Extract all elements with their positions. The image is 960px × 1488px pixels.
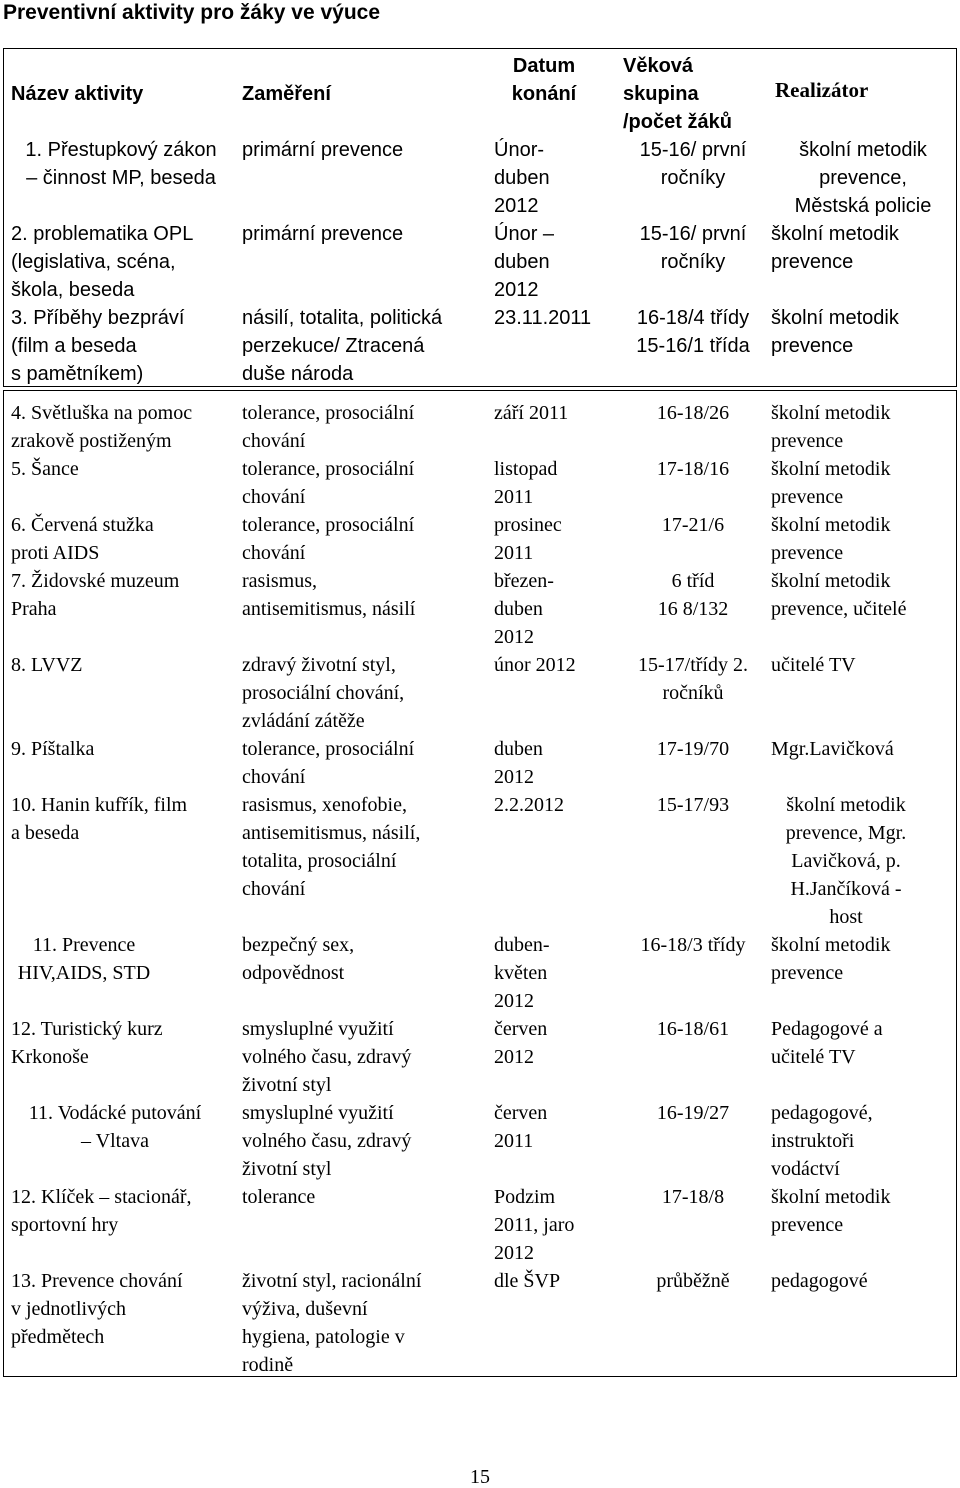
header-datum: Datum konání <box>511 55 577 105</box>
header-nazev: Název aktivity <box>11 83 144 105</box>
cell-nazev: 12. Klíček – stacionář, sportovní hry <box>11 1186 192 1236</box>
cell-zamereni: tolerance, prosociální chování <box>242 738 415 788</box>
cell-nazev: 2. problematika OPL (legislativa, scéna, škola, beseda <box>11 223 194 301</box>
cell-realizator: školní metodik prevence <box>771 934 891 984</box>
cell-vekova: 17-18/8 <box>661 1186 725 1208</box>
cell-vekova: 6 tříd 16 8/132 <box>657 570 729 620</box>
cell-realizator: Pedagogové a učitelé TV <box>771 1018 883 1068</box>
cell-realizator: Mgr.Lavičková <box>771 738 894 760</box>
cell-realizator: školní metodik prevence, Městská policie <box>794 139 932 217</box>
cell-datum: dle ŠVP <box>494 1270 561 1292</box>
cell-zamereni: tolerance, prosociální chování <box>242 402 415 452</box>
cell-zamereni: primární prevence <box>242 139 404 161</box>
cell-datum: Únor- duben 2012 <box>494 139 550 217</box>
cell-datum: prosinec 2011 <box>494 514 562 564</box>
cell-datum: duben- květen 2012 <box>494 934 550 1012</box>
cell-realizator: školní metodik prevence <box>771 1186 891 1236</box>
cell-zamereni: životní styl, racionální výživa, duševní hygiena, patologie v rodině <box>242 1270 422 1376</box>
page-title: Preventivní aktivity pro žáky ve výuce <box>3 1 381 24</box>
cell-vekova: 16-18/3 třídy <box>640 934 746 956</box>
cell-realizator: školní metodik prevence <box>771 458 891 508</box>
cell-datum: červen 2012 <box>494 1018 548 1068</box>
cell-realizator: pedagogové, instruktoři vodáctví <box>771 1102 873 1180</box>
cell-zamereni: rasismus, xenofobie, antisemitismus, násilí, totalita, prosociální chování <box>242 794 421 900</box>
cell-zamereni: tolerance <box>242 1186 316 1208</box>
cell-zamereni: primární prevence <box>242 223 404 245</box>
cell-zamereni: tolerance, prosociální chování <box>242 514 415 564</box>
cell-zamereni: tolerance, prosociální chování <box>242 458 415 508</box>
cell-realizator: školní metodik prevence, Mgr. Lavičková, p. H.Jančíková - host <box>785 794 907 928</box>
page-number: 15 <box>470 1466 490 1488</box>
cell-vekova: 15-17/93 <box>656 794 730 816</box>
cell-nazev: 10. Hanin kufřík, film a beseda <box>11 794 188 844</box>
cell-vekova: průběžně <box>656 1270 730 1292</box>
table-block-2 <box>3 390 957 1377</box>
cell-zamereni: bezpečný sex, odpovědnost <box>242 934 355 984</box>
cell-datum: 2.2.2012 <box>494 794 564 816</box>
cell-nazev: 13. Prevence chování v jednotlivých předmětech <box>11 1270 183 1348</box>
cell-realizator: školní metodik prevence <box>771 223 899 273</box>
cell-vekova: 16-19/27 <box>656 1102 730 1124</box>
cell-vekova: 16-18/4 třídy 15-16/1 třída <box>636 307 750 357</box>
cell-realizator: školní metodik prevence <box>771 402 891 452</box>
cell-nazev: 1. Přestupkový zákon – činnost MP, beseda <box>25 139 217 189</box>
cell-datum: březen- duben 2012 <box>494 570 554 648</box>
cell-vekova: 16-18/61 <box>656 1018 730 1040</box>
cell-datum: září 2011 <box>494 402 569 424</box>
cell-zamereni: rasismus, antisemitismus, násilí <box>242 570 416 620</box>
cell-datum: červen 2011 <box>494 1102 548 1152</box>
cell-nazev: 11. Prevence HIV,AIDS, STD <box>17 934 151 984</box>
table-block-1 <box>3 48 957 387</box>
cell-nazev: 7. Židovské muzeum Praha <box>11 570 180 620</box>
cell-realizator: školní metodik prevence <box>771 307 899 357</box>
cell-vekova: 15-16/ první ročníky <box>639 139 747 189</box>
cell-vekova: 15-16/ první ročníky <box>639 223 747 273</box>
cell-zamereni: smysluplné využití volného času, zdravý životní styl <box>242 1018 412 1096</box>
cell-datum: listopad 2011 <box>494 458 558 508</box>
header-realizator: Realizátor <box>775 78 869 102</box>
cell-nazev: 3. Příběhy bezpráví (film a beseda s pamětníkem) <box>11 307 185 385</box>
cell-nazev: 6. Červená stužka proti AIDS <box>11 514 154 564</box>
cell-datum: Únor – duben 2012 <box>494 223 555 301</box>
header-zamereni: Zaměření <box>242 83 331 105</box>
header-vekova: Věková skupina /počet žáků <box>623 55 732 133</box>
cell-datum: duben 2012 <box>494 738 543 788</box>
cell-realizator: pedagogové <box>771 1270 868 1292</box>
cell-vekova: 17-19/70 <box>656 738 730 760</box>
cell-zamereni: smysluplné využití volného času, zdravý životní styl <box>242 1102 412 1180</box>
cell-realizator: školní metodik prevence <box>771 514 891 564</box>
cell-datum: 23.11.2011 <box>494 307 592 329</box>
cell-nazev: 11. Vodácké putování – Vltava <box>28 1102 202 1152</box>
cell-nazev: 5. Šance <box>11 458 79 480</box>
cell-vekova: 17-18/16 <box>656 458 730 480</box>
cell-datum: Podzim 2011, jaro 2012 <box>494 1186 575 1264</box>
cell-vekova: 16-18/26 <box>656 402 730 424</box>
cell-vekova: 15-17/třídy 2. ročníků <box>638 654 748 704</box>
cell-zamereni: násilí, totalita, politická perzekuce/ Ztracená duše národa <box>242 307 443 385</box>
cell-datum: únor 2012 <box>494 654 576 676</box>
cell-realizator: školní metodik prevence, učitelé <box>771 570 907 620</box>
cell-nazev: 9. Píštalka <box>11 738 95 760</box>
cell-vekova: 17-21/6 <box>661 514 725 536</box>
cell-nazev: 12. Turistický kurz Krkonoše <box>11 1018 163 1068</box>
cell-nazev: 4. Světluška na pomoc zrakově postiženým <box>11 402 193 452</box>
cell-realizator: učitelé TV <box>771 654 856 676</box>
cell-zamereni: zdravý životní styl, prosociální chování, zvládání zátěže <box>242 654 405 732</box>
cell-nazev: 8. LVVZ <box>11 654 83 676</box>
